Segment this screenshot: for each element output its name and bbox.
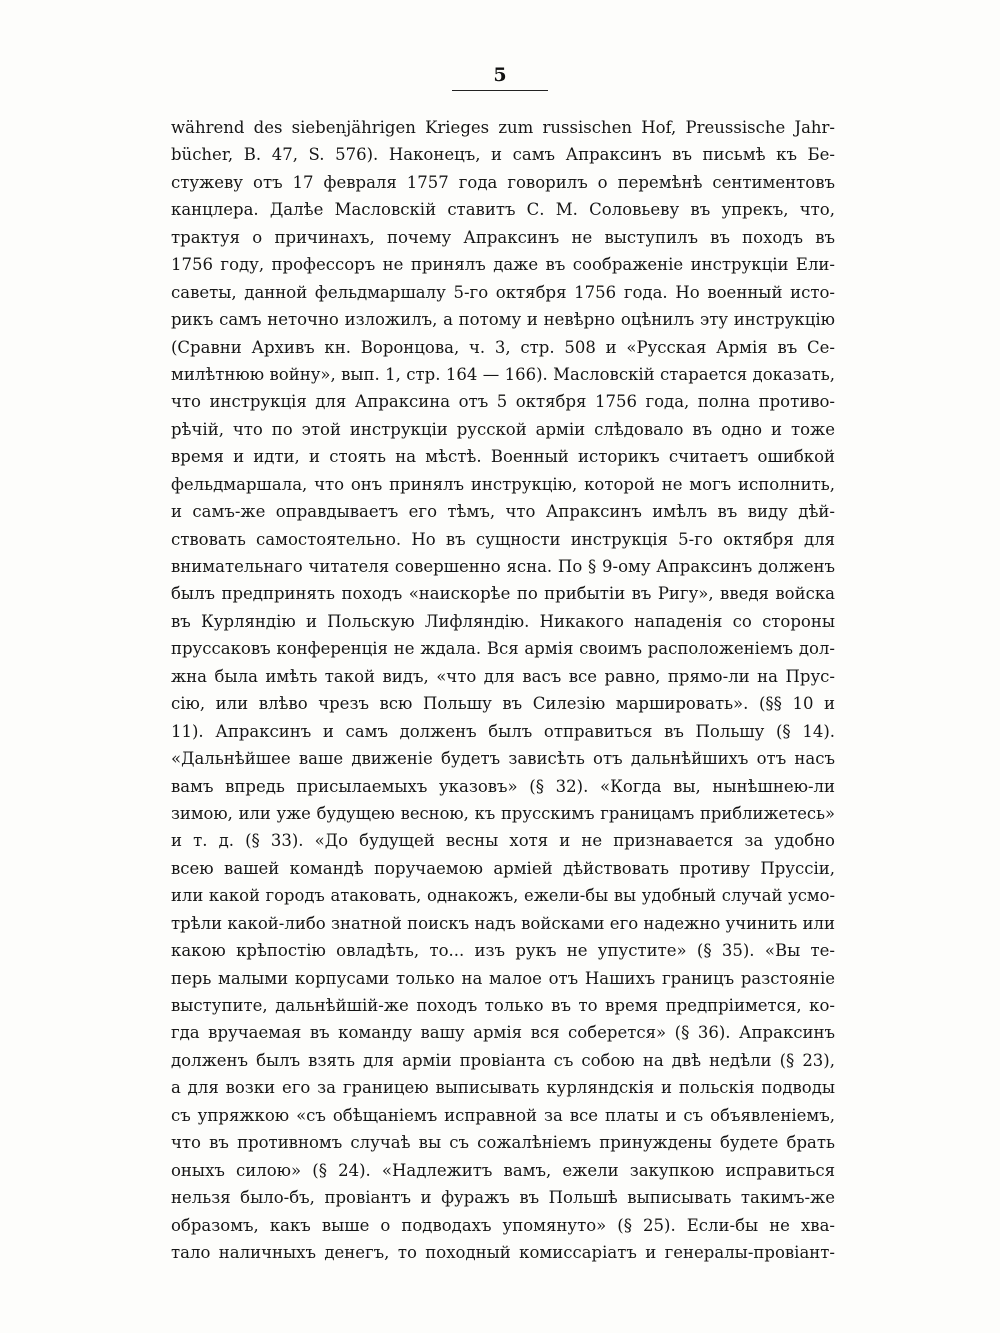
text-line: время и идти, и стоять на мѣстѣ. Военный историкъ считаетъ ошибкой — [171, 447, 835, 467]
text-line: а для возки его за границею выписывать курляндскія и польскія подводы — [171, 1078, 835, 1098]
text-line: былъ предпринять походъ «наискорѣе по прибытіи въ Ригу», введя войска — [171, 584, 835, 604]
text-line: милѣтнюю войну», вып. 1, стр. 164 — 166). Масловскій старается доказать, — [171, 364, 835, 384]
text-line: нельзя было-бъ, провіантъ и фуражъ въ Польшѣ выписывать такимъ-же — [171, 1188, 835, 1208]
text-line: трактуя о причинахъ, почему Апраксинъ не выступилъ въ походъ въ — [171, 227, 835, 247]
text-line: 1756 году, профессоръ не принялъ даже въ соображеніе инструкціи Ели- — [171, 255, 835, 275]
text-line: или какой городъ атаковать, однакожъ, ежели-бы вы удобный случай усмо- — [171, 886, 835, 906]
header-rule — [452, 90, 548, 91]
text-line: долженъ былъ взять для арміи провіанта съ собою на двѣ недѣли (§ 23), — [171, 1050, 835, 1070]
text-line: образомъ, какъ выше о подводахъ упомянуто» (§ 25). Если-бы не хва- — [171, 1215, 835, 1235]
text-line: съ упряжкою «съ обѣщаніемъ исправной за все платы и съ объявленіемъ, — [171, 1105, 835, 1125]
text-line: трѣли какой-либо знатной поискъ надъ войсками его надежно учинить или — [171, 913, 835, 933]
text-line: какою крѣпостію овладѣть, то... изъ рукъ не упустите» (§ 35). «Вы те- — [171, 941, 835, 961]
text-line: «Дальнѣйшее ваше движеніе будетъ зависѣть отъ дальнѣйшихъ отъ насъ — [171, 749, 835, 769]
text-line: что въ противномъ случаѣ вы съ сожалѣніемъ принуждены будете брать — [171, 1133, 835, 1153]
text-line: жна была имѣть такой видъ, «что для васъ все равно, прямо-ли на Прус- — [171, 666, 835, 686]
text-line: что инструкція для Апраксина отъ 5 октября 1756 года, полна противо- — [171, 392, 835, 412]
text-line: рѣчій, что по этой инструкціи русской арміи слѣдовало въ одно и тоже — [171, 419, 835, 439]
text-line: фельдмаршала, что онъ принялъ инструкцію, которой не могъ исполнить, — [171, 474, 835, 494]
text-line: ствовать самостоятельно. Но въ сущности инструкція 5-го октября для — [171, 529, 835, 549]
page-number: 5 — [493, 64, 507, 86]
text-line: вамъ впредь присылаемыхъ указовъ» (§ 32). «Когда вы, нынѣшнею-ли — [171, 776, 835, 796]
text-line: и самъ-же оправдываетъ его тѣмъ, что Апраксинъ имѣлъ въ виду дѣй- — [171, 502, 835, 522]
text-line: зимою, или уже будущею весною, къ прусскимъ границамъ приближетесь» — [171, 803, 835, 823]
text-line: гда вручаемая въ команду вашу армія вся соберется» (§ 36). Апраксинъ — [171, 1023, 835, 1043]
text-line: перь малыми корпусами только на малое отъ Нашихъ границъ разстояніе — [171, 968, 835, 988]
text-line: 11). Апраксинъ и самъ долженъ былъ отправиться въ Польшу (§ 14). — [171, 721, 835, 741]
text-line: während des siebenjährigen Krieges zum russischen Hof, Preussische Jahr- — [171, 118, 835, 137]
text-line: саветы, данной фельдмаршалу 5-го октября 1756 года. Но военный исто- — [171, 282, 835, 302]
text-line: внимательнаго читателя совершенно ясна. По § 9-ому Апраксинъ долженъ — [171, 557, 835, 576]
text-line: пруссаковъ конференція не ждала. Вся армія своимъ расположеніемъ дол- — [171, 639, 835, 659]
text-line: (Сравни Архивъ кн. Воронцова, ч. 3, стр. 508 и «Русская Армія въ Се- — [171, 337, 835, 357]
text-line: и т. д. (§ 33). «До будущей весны хотя и не признавается за удобно — [171, 831, 835, 851]
text-line: тало наличныхъ денегъ, то походный комиссаріатъ и генералы-провіант- — [171, 1242, 835, 1262]
text-line: оныхъ силою» (§ 24). «Надлежитъ вамъ, ежели закупкою исправиться — [171, 1160, 835, 1180]
text-line: въ Курляндію и Польскую Лифляндію. Никакого нападенія со стороны — [171, 611, 835, 631]
text-line: bücher, B. 47, S. 576). Наконецъ, и самъ Апраксинъ въ письмѣ къ Бе- — [171, 145, 835, 165]
body-text — [171, 114, 835, 1266]
text-line: выступите, дальнѣйшій-же походъ только въ то время предпріимется, ко- — [171, 996, 835, 1015]
text-line: сію, или влѣво чрезъ всю Польшу въ Силезію маршировать». (§§ 10 и — [171, 694, 835, 714]
text-line: канцлера. Далѣе Масловскій ставитъ С. М. Соловьеву въ упрекъ, что, — [171, 200, 835, 220]
text-line: стужеву отъ 17 февраля 1757 года говорилъ о перемѣнѣ сентиментовъ — [171, 172, 835, 192]
text-line: всею вашей командѣ поручаемою арміей дѣйствовать противу Пруссіи, — [171, 858, 835, 878]
text-line: рикъ самъ неточно изложилъ, а потому и невѣрно оцѣнилъ эту инструкцію — [171, 310, 835, 330]
